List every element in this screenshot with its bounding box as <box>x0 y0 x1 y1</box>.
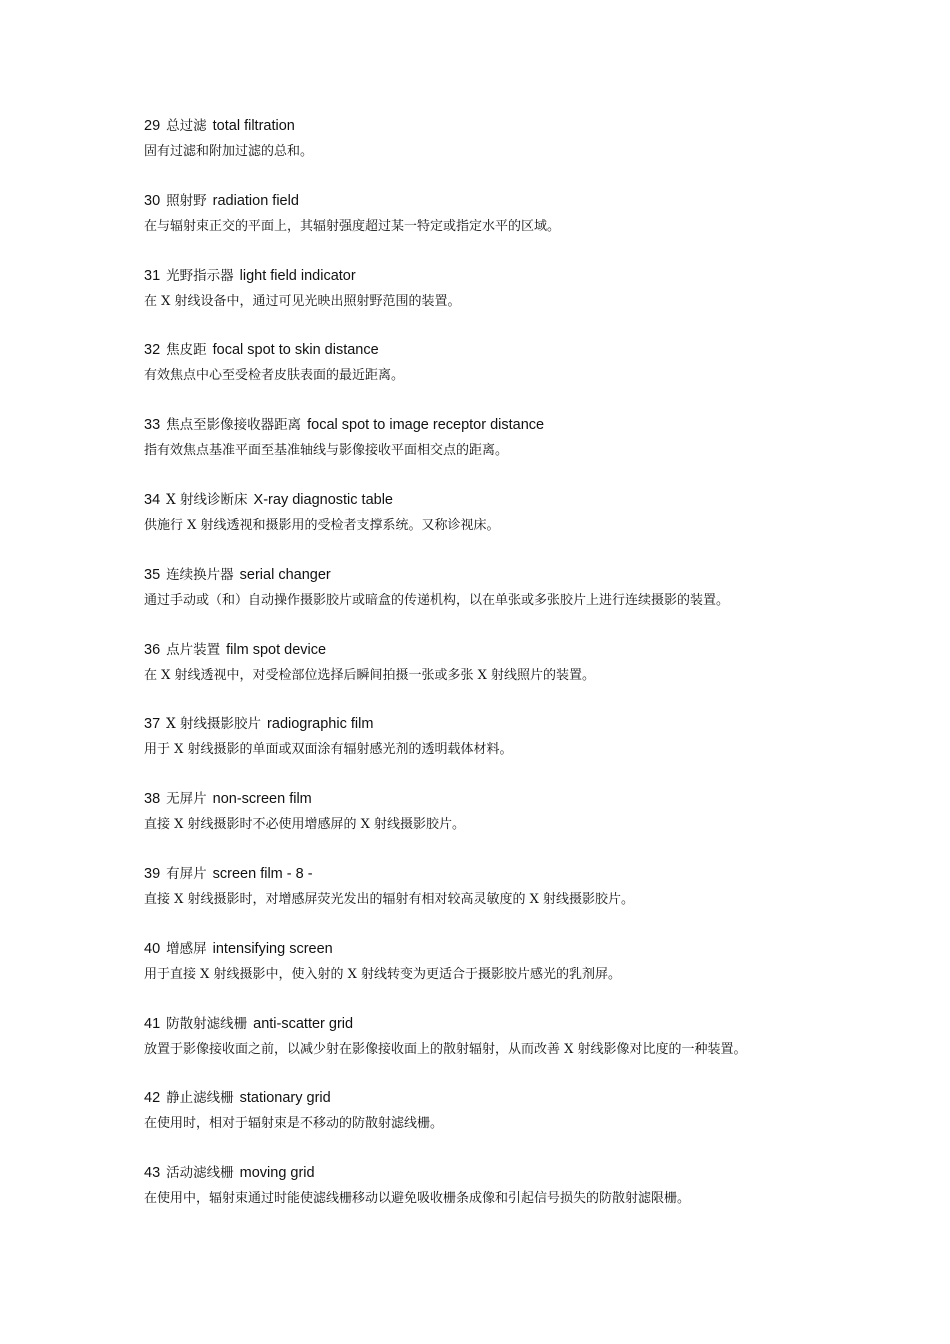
glossary-entry-41 <box>144 1014 834 1089</box>
term-chinese: 增感屏 <box>166 940 207 957</box>
term-number: 43 <box>144 1165 161 1182</box>
glossary-entry-34 <box>144 490 834 565</box>
term-line <box>144 789 834 809</box>
term-definition: 直接 X 射线摄影时，对增感屏荧光发出的辐射有相对较高灵敏度的 X 射线摄影胶片。 <box>144 891 635 907</box>
term-definition: 在 X 射线设备中，通过可见光映出照射野范围的装置。 <box>144 293 461 309</box>
term-chinese: 焦点至影像接收器距离 <box>166 417 302 434</box>
term-line <box>144 191 834 211</box>
term-english: moving grid <box>239 1165 315 1182</box>
term-number: 37 <box>144 716 161 733</box>
term-chinese: 活动滤线栅 <box>166 1165 234 1182</box>
term-english: X-ray diagnostic table <box>253 491 393 508</box>
term-number: 39 <box>144 865 161 882</box>
term-line <box>144 640 834 660</box>
term-english: film spot device <box>226 641 327 658</box>
term-number: 35 <box>144 566 161 583</box>
term-chinese: 无屏片 <box>166 791 207 808</box>
term-definition: 固有过滤和附加过滤的总和。 <box>144 144 314 159</box>
term-line <box>144 266 834 286</box>
term-line <box>144 490 834 510</box>
term-definition: 用于 X 射线摄影的单面或双面涂有辐射感光剂的透明载体材料。 <box>144 742 513 758</box>
term-definition: 放置于影像接收面之前，以减少射在影像接收面上的散射辐射，从而改善 X 射线影像对比度的一种装置。 <box>144 1041 747 1057</box>
term-line <box>144 565 834 585</box>
term-chinese: 焦皮距 <box>166 342 207 359</box>
glossary-entry-29 <box>144 116 834 191</box>
term-chinese: 有屏片 <box>166 865 207 882</box>
term-definition: 直接 X 射线摄影时不必使用增感屏的 X 射线摄影胶片。 <box>144 817 466 833</box>
glossary-entry-36 <box>144 640 834 715</box>
term-english: focal spot to skin distance <box>212 342 379 359</box>
term-definition: 用于直接 X 射线摄影中，使入射的 X 射线转变为更适合于摄影胶片感光的乳剂屏。 <box>144 966 622 982</box>
term-number: 30 <box>144 192 161 209</box>
term-english: non-screen film <box>212 791 312 808</box>
term-definition: 在使用中，辐射束通过时能使滤线栅移动以避免吸收栅条成像和引起信号损失的防散射滤限栅。 <box>144 1191 691 1207</box>
glossary-entry-35 <box>144 565 834 640</box>
term-line <box>144 116 834 136</box>
term-english: serial changer <box>239 566 331 583</box>
term-number: 41 <box>144 1015 161 1032</box>
term-definition: 通过手动或（和）自动操作摄影胶片或暗盒的传递机构，以在单张或多张胶片上进行连续摄影的装置。 <box>144 592 730 608</box>
glossary-entry-31 <box>144 266 834 341</box>
term-english: focal spot to image receptor distance <box>307 417 545 434</box>
glossary-entry-43 <box>144 1163 834 1238</box>
glossary-list <box>144 116 834 1238</box>
term-definition: 有效焦点中心至受检者皮肤表面的最近距离。 <box>144 368 405 384</box>
term-english: anti-scatter grid <box>253 1015 354 1032</box>
term-line <box>144 714 834 734</box>
term-number: 40 <box>144 940 161 957</box>
glossary-entry-39 <box>144 864 834 939</box>
term-number: 34 <box>144 491 161 508</box>
glossary-entry-38 <box>144 789 834 864</box>
term-chinese: 总过滤 <box>166 118 207 134</box>
term-number: 31 <box>144 267 161 284</box>
term-number: 32 <box>144 342 161 359</box>
glossary-entry-37 <box>144 714 834 789</box>
term-number: 38 <box>144 791 161 808</box>
term-english: total filtration <box>212 118 295 134</box>
term-number: 36 <box>144 641 161 658</box>
term-chinese: 连续换片器 <box>166 566 234 583</box>
term-english: light field indicator <box>239 267 356 284</box>
term-chinese: 点片装置 <box>166 641 221 658</box>
term-chinese: 光野指示器 <box>166 267 234 284</box>
term-definition: 指有效焦点基准平面至基准轴线与影像接收平面相交点的距离。 <box>144 443 509 459</box>
glossary-entry-33 <box>144 415 834 490</box>
term-english: radiographic film <box>267 716 374 733</box>
term-english: stationary grid <box>239 1090 331 1107</box>
glossary-entry-32 <box>144 340 834 415</box>
term-chinese: X 射线诊断床 <box>166 491 248 508</box>
term-english: screen film - 8 - <box>212 865 313 882</box>
term-english: radiation field <box>212 192 299 209</box>
term-line <box>144 1088 834 1108</box>
term-number: 42 <box>144 1090 161 1107</box>
glossary-entry-40 <box>144 939 834 1014</box>
term-line <box>144 340 834 360</box>
term-line <box>144 1014 834 1034</box>
glossary-entry-42 <box>144 1088 834 1163</box>
term-definition: 供施行 X 射线透视和摄影用的受检者支撑系统。又称诊视床。 <box>144 517 500 533</box>
term-english: intensifying screen <box>212 940 333 957</box>
term-line <box>144 864 834 884</box>
term-chinese: X 射线摄影胶片 <box>166 716 262 733</box>
term-definition: 在与辐射束正交的平面上，其辐射强度超过某一特定或指定水平的区域。 <box>144 218 561 234</box>
term-definition: 在使用时，相对于辐射束是不移动的防散射滤线栅。 <box>144 1116 444 1132</box>
term-line <box>144 1163 834 1183</box>
term-number: 29 <box>144 118 161 134</box>
term-chinese: 防散射滤线栅 <box>166 1015 248 1032</box>
term-definition: 在 X 射线透视中，对受检部位选择后瞬间拍摄一张或多张 X 射线照片的装置。 <box>144 667 596 683</box>
term-chinese: 照射野 <box>166 192 207 209</box>
term-line <box>144 415 834 435</box>
term-line <box>144 939 834 959</box>
term-number: 33 <box>144 417 161 434</box>
glossary-entry-30 <box>144 191 834 266</box>
term-chinese: 静止滤线栅 <box>166 1090 234 1107</box>
